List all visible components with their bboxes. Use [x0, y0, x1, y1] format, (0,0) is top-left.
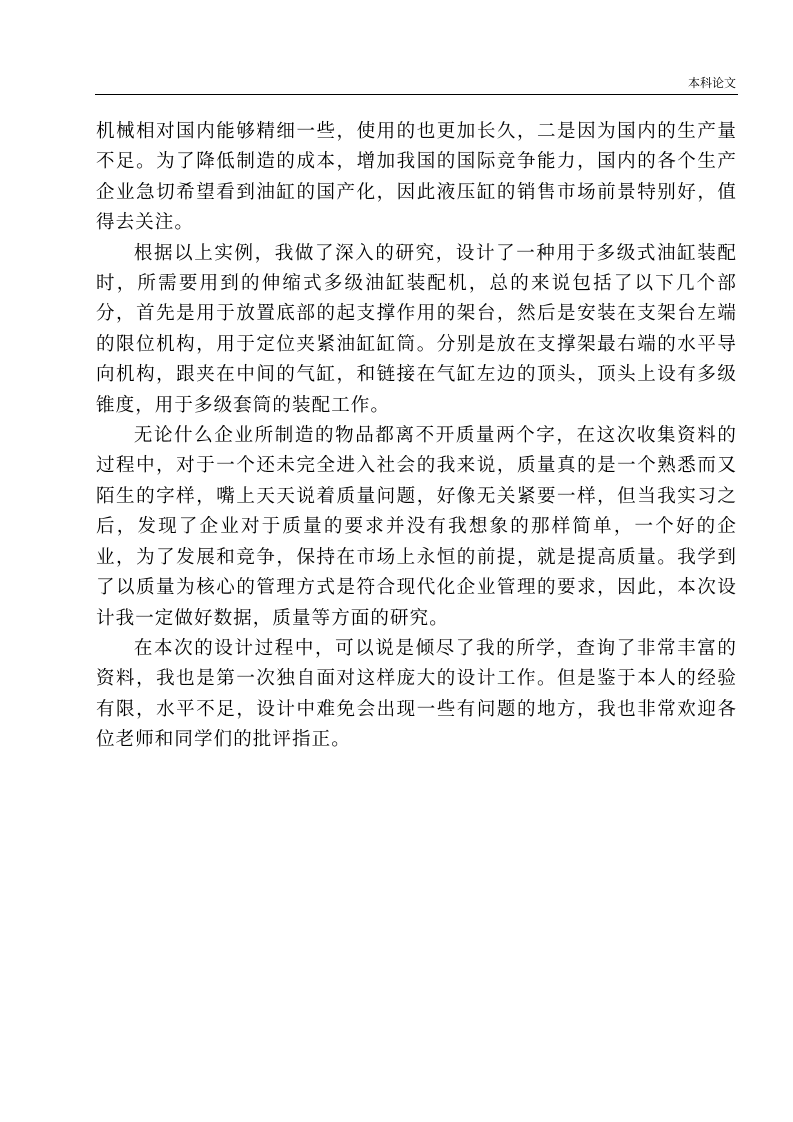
page-header [95, 72, 738, 95]
header-title: 本科论文 [687, 76, 736, 90]
paragraph-1: 机械相对国内能够精细一些，使用的也更加长久，二是因为国内的生产量不足。为了降低制造的成本，增加我国的国际竞争能力，国内的各个生产企业急切希望看到油缸的国产化，因此液压缸的销售市场前景特别好，值得去关注。 [96, 121, 737, 234]
paragraph-2: 根据以上实例，我做了深入的研究，设计了一种用于多级式油缸装配时，所需要用到的伸缩式多级油缸装配机，总的来说包括了以下几个部分，首先是用于放置底部的起支撑作用的架台，然后是安装在支架台左端的限位机构，用于定位夹紧油缸缸筒。分别是放在支撑架最右端的水平导向机构，跟夹在中间的气缸，和链接在气缸左边的顶头，顶头上设有多级锥度，用于多级套筒的装配工作。 [96, 242, 737, 416]
body-text [96, 117, 737, 756]
paragraph-3: 无论什么企业所制造的物品都离不开质量两个字，在这次收集资料的过程中，对于一个还未完全进入社会的我来说，质量真的是一个熟悉而又陌生的字样，嘴上天天说着质量问题，好像无关紧要一样，但当我实习之后，发现了企业对于质量的要求并没有我想象的那样简单，一个好的企业，为了发展和竞争，保持在市场上永恒的前提，就是提高质量。我学到了以质量为核心的管理方式是符合现代化企业管理的要求，因此，本次设计我一定做好数据，质量等方面的研究。 [96, 425, 737, 629]
paragraph-4: 在本次的设计过程中，可以说是倾尽了我的所学，查询了非常丰富的资料，我也是第一次独自面对这样庞大的设计工作。但是鉴于本人的经验有限，水平不足，设计中难免会出现一些有问题的地方，我也非常欢迎各位老师和同学们的批评指正。 [96, 637, 737, 751]
